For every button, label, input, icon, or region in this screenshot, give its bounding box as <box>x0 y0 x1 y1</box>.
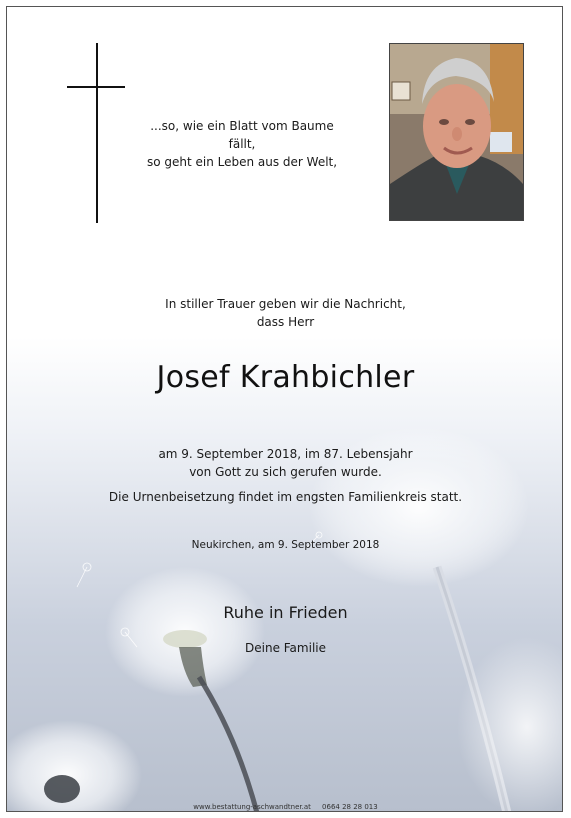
obituary-card <box>6 6 563 812</box>
notice-line-2: dass Herr <box>256 315 315 329</box>
notice-line-1: In stiller Trauer geben wir die Nachricht, <box>165 297 406 311</box>
family-signature: Deine Familie <box>245 641 326 655</box>
footer-phone: 0664 28 28 013 <box>322 803 378 811</box>
dates-line-2: von Gott zu sich gerufen wurde. <box>189 465 382 479</box>
cross-icon <box>67 43 127 223</box>
dates-line-1: am 9. September 2018, im 87. Lebensjahr <box>158 447 413 461</box>
quote <box>137 117 347 171</box>
rest-in-peace: Ruhe in Frieden <box>223 603 348 622</box>
quote-line-2: so geht ein Leben aus der Welt, <box>146 155 338 169</box>
portrait-photo <box>389 43 524 221</box>
death-details <box>7 445 563 481</box>
footer-website[interactable]: www.bestattung-aschwandtner.at <box>193 803 311 811</box>
deceased-name: Josef Krahbichler <box>156 360 415 395</box>
place-date: Neukirchen, am 9. September 2018 <box>191 539 380 551</box>
urn-burial-text: Die Urnenbeisetzung findet im engsten Familienkreis statt. <box>108 490 463 504</box>
funeral-home-footer <box>7 803 563 811</box>
death-notice <box>7 295 563 331</box>
quote-line-1: ...so, wie ein Blatt vom Baume fällt, <box>150 119 334 151</box>
